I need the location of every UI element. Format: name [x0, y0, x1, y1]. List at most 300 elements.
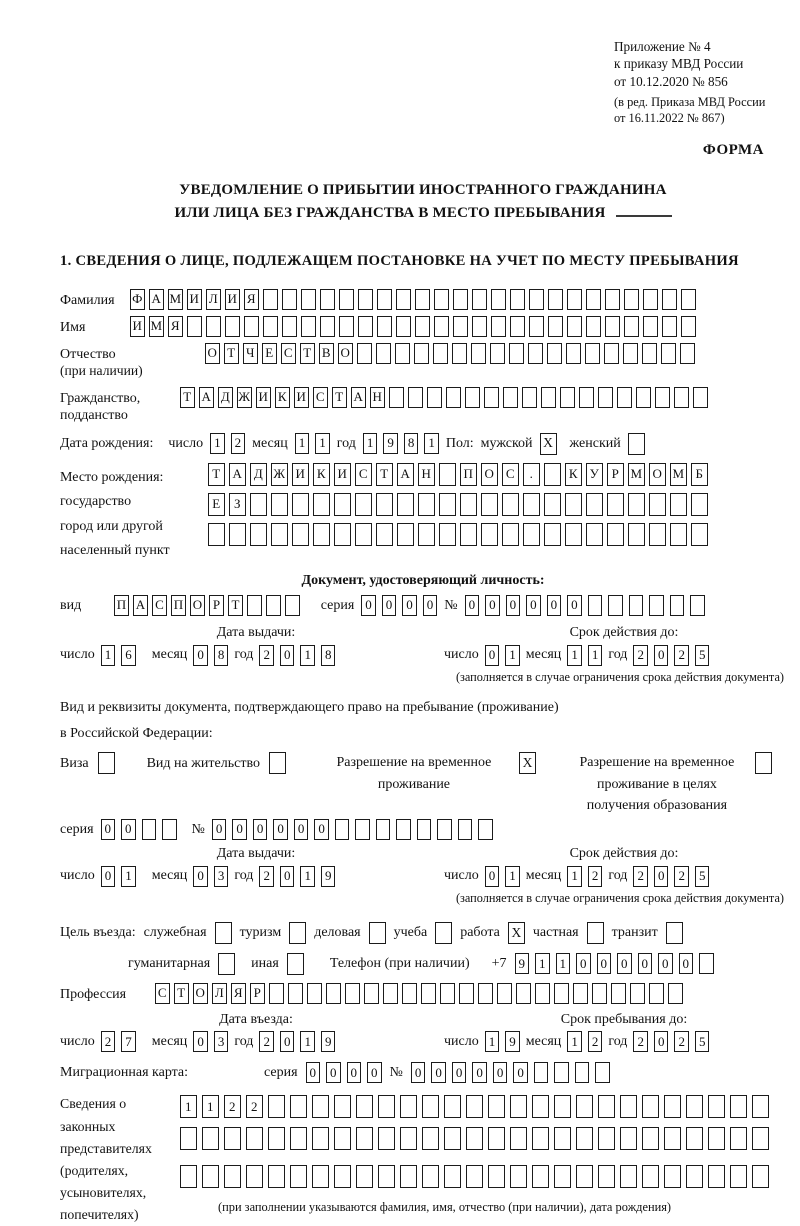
char-cell[interactable]	[453, 289, 468, 310]
char-cell[interactable]	[611, 983, 626, 1004]
char-cell[interactable]: О	[193, 983, 208, 1004]
char-cell[interactable]	[312, 1127, 329, 1150]
char-cell[interactable]: 0	[273, 819, 288, 840]
char-cell[interactable]: Н	[418, 463, 435, 486]
char-cell[interactable]: Д	[250, 463, 267, 486]
char-cell[interactable]	[686, 1095, 703, 1118]
char-cell[interactable]: 3	[214, 1031, 229, 1052]
char-cell[interactable]: О	[338, 343, 353, 364]
char-cell[interactable]: 2	[246, 1095, 263, 1118]
char-cell[interactable]: 1	[300, 1031, 315, 1052]
char-cell[interactable]	[427, 387, 442, 408]
char-cell[interactable]	[642, 1127, 659, 1150]
char-cell[interactable]: Е	[208, 493, 225, 516]
char-cell[interactable]	[674, 387, 689, 408]
char-cell[interactable]: 0	[382, 595, 397, 616]
char-cell[interactable]	[623, 343, 638, 364]
char-cell[interactable]: К	[275, 387, 290, 408]
char-cell[interactable]	[566, 343, 581, 364]
char-cell[interactable]	[503, 387, 518, 408]
char-cell[interactable]	[402, 983, 417, 1004]
char-cell[interactable]	[642, 343, 657, 364]
char-cell[interactable]	[752, 1165, 769, 1188]
char-cell[interactable]: 2	[633, 1031, 648, 1052]
char-cell[interactable]: 0	[361, 595, 376, 616]
char-cell[interactable]	[263, 316, 278, 337]
char-cell[interactable]: 2	[588, 1031, 603, 1052]
char-cell[interactable]	[554, 1127, 571, 1150]
char-cell[interactable]	[642, 1095, 659, 1118]
char-cell[interactable]	[355, 523, 372, 546]
char-cell[interactable]	[588, 595, 603, 616]
char-cell[interactable]	[471, 343, 486, 364]
char-cell[interactable]: Н	[370, 387, 385, 408]
char-cell[interactable]	[301, 289, 316, 310]
char-cell[interactable]: 0	[431, 1062, 446, 1083]
char-cell[interactable]: 0	[654, 1031, 669, 1052]
char-cell[interactable]	[544, 523, 561, 546]
char-cell[interactable]	[465, 387, 480, 408]
char-cell[interactable]	[418, 523, 435, 546]
char-cell[interactable]: С	[152, 595, 167, 616]
char-cell[interactable]	[598, 387, 613, 408]
char-cell[interactable]: 7	[121, 1031, 136, 1052]
char-cell[interactable]	[400, 1095, 417, 1118]
char-cell[interactable]	[628, 523, 645, 546]
char-cell[interactable]	[437, 819, 452, 840]
sex-male-checkbox[interactable]: X	[540, 433, 557, 455]
char-cell[interactable]: С	[313, 387, 328, 408]
char-cell[interactable]	[586, 493, 603, 516]
char-cell[interactable]: 8	[321, 645, 336, 666]
char-cell[interactable]: 1	[363, 433, 378, 454]
char-cell[interactable]	[528, 343, 543, 364]
char-cell[interactable]	[466, 1095, 483, 1118]
char-cell[interactable]	[266, 595, 281, 616]
char-cell[interactable]: 3	[214, 866, 229, 887]
char-cell[interactable]	[417, 819, 432, 840]
char-cell[interactable]	[466, 1127, 483, 1150]
char-cell[interactable]: 2	[674, 866, 689, 887]
char-cell[interactable]: 0	[101, 866, 116, 887]
char-cell[interactable]	[708, 1165, 725, 1188]
char-cell[interactable]	[523, 493, 540, 516]
char-cell[interactable]	[620, 1095, 637, 1118]
char-cell[interactable]	[664, 1165, 681, 1188]
char-cell[interactable]	[433, 343, 448, 364]
char-cell[interactable]	[567, 316, 582, 337]
char-cell[interactable]	[460, 523, 477, 546]
char-cell[interactable]: С	[502, 463, 519, 486]
char-cell[interactable]	[466, 1165, 483, 1188]
char-cell[interactable]	[586, 523, 603, 546]
char-cell[interactable]: Ж	[237, 387, 252, 408]
char-cell[interactable]: 1	[505, 645, 520, 666]
char-cell[interactable]	[472, 316, 487, 337]
char-cell[interactable]	[396, 316, 411, 337]
char-cell[interactable]: 2	[674, 1031, 689, 1052]
char-cell[interactable]: П	[114, 595, 129, 616]
char-cell[interactable]	[573, 983, 588, 1004]
char-cell[interactable]	[661, 343, 676, 364]
char-cell[interactable]: 0	[193, 645, 208, 666]
char-cell[interactable]: 0	[280, 1031, 295, 1052]
char-cell[interactable]	[142, 819, 157, 840]
char-cell[interactable]	[670, 595, 685, 616]
char-cell[interactable]	[395, 343, 410, 364]
char-cell[interactable]	[532, 1165, 549, 1188]
char-cell[interactable]: 1	[295, 433, 310, 454]
char-cell[interactable]	[628, 493, 645, 516]
char-cell[interactable]	[355, 493, 372, 516]
char-cell[interactable]	[548, 316, 563, 337]
char-cell[interactable]	[607, 523, 624, 546]
char-cell[interactable]	[422, 1095, 439, 1118]
char-cell[interactable]: .	[523, 463, 540, 486]
char-cell[interactable]: П	[171, 595, 186, 616]
char-cell[interactable]	[334, 1127, 351, 1150]
char-cell[interactable]	[691, 523, 708, 546]
char-cell[interactable]	[180, 1127, 197, 1150]
char-cell[interactable]: 0	[617, 953, 632, 974]
char-cell[interactable]	[662, 289, 677, 310]
char-cell[interactable]: 0	[101, 819, 116, 840]
char-cell[interactable]: 9	[383, 433, 398, 454]
char-cell[interactable]: 0	[193, 1031, 208, 1052]
char-cell[interactable]	[313, 493, 330, 516]
char-cell[interactable]: 0	[411, 1062, 426, 1083]
char-cell[interactable]: М	[149, 316, 164, 337]
char-cell[interactable]: 0	[485, 595, 500, 616]
char-cell[interactable]	[752, 1095, 769, 1118]
char-cell[interactable]	[598, 1165, 615, 1188]
char-cell[interactable]: 2	[231, 433, 246, 454]
char-cell[interactable]	[250, 523, 267, 546]
char-cell[interactable]	[620, 1165, 637, 1188]
char-cell[interactable]: 0	[253, 819, 268, 840]
char-cell[interactable]: Я	[244, 289, 259, 310]
char-cell[interactable]	[439, 523, 456, 546]
char-cell[interactable]	[320, 289, 335, 310]
char-cell[interactable]: Т	[376, 463, 393, 486]
char-cell[interactable]	[608, 595, 623, 616]
char-cell[interactable]: 1	[101, 645, 116, 666]
purpose-other-checkbox[interactable]	[287, 953, 304, 975]
char-cell[interactable]: 5	[695, 645, 710, 666]
char-cell[interactable]	[681, 316, 696, 337]
char-cell[interactable]	[187, 316, 202, 337]
char-cell[interactable]: А	[133, 595, 148, 616]
char-cell[interactable]: С	[155, 983, 170, 1004]
char-cell[interactable]	[586, 316, 601, 337]
char-cell[interactable]	[575, 1062, 590, 1083]
char-cell[interactable]: 9	[515, 953, 530, 974]
char-cell[interactable]: Л	[206, 289, 221, 310]
temp-permit-checkbox[interactable]: X	[519, 752, 536, 774]
char-cell[interactable]	[459, 983, 474, 1004]
char-cell[interactable]: 0	[314, 819, 329, 840]
char-cell[interactable]	[554, 983, 569, 1004]
char-cell[interactable]	[567, 289, 582, 310]
char-cell[interactable]: Т	[332, 387, 347, 408]
char-cell[interactable]	[246, 1127, 263, 1150]
char-cell[interactable]: 1	[202, 1095, 219, 1118]
char-cell[interactable]: Т	[208, 463, 225, 486]
char-cell[interactable]	[453, 316, 468, 337]
char-cell[interactable]	[271, 493, 288, 516]
char-cell[interactable]	[389, 387, 404, 408]
char-cell[interactable]: В	[319, 343, 334, 364]
char-cell[interactable]	[225, 316, 240, 337]
char-cell[interactable]	[414, 343, 429, 364]
char-cell[interactable]	[263, 289, 278, 310]
char-cell[interactable]: Е	[262, 343, 277, 364]
char-cell[interactable]: Т	[300, 343, 315, 364]
char-cell[interactable]: 0	[567, 595, 582, 616]
char-cell[interactable]: С	[355, 463, 372, 486]
char-cell[interactable]	[554, 1062, 569, 1083]
char-cell[interactable]	[250, 493, 267, 516]
char-cell[interactable]	[529, 316, 544, 337]
char-cell[interactable]: Я	[231, 983, 246, 1004]
char-cell[interactable]: 2	[259, 1031, 274, 1052]
char-cell[interactable]	[636, 387, 651, 408]
char-cell[interactable]	[356, 1095, 373, 1118]
char-cell[interactable]: 0	[367, 1062, 382, 1083]
char-cell[interactable]	[378, 1165, 395, 1188]
char-cell[interactable]: М	[168, 289, 183, 310]
char-cell[interactable]: 1	[556, 953, 571, 974]
char-cell[interactable]: 1	[535, 953, 550, 974]
char-cell[interactable]	[334, 1165, 351, 1188]
char-cell[interactable]	[415, 316, 430, 337]
char-cell[interactable]: 2	[633, 866, 648, 887]
char-cell[interactable]: 9	[321, 866, 336, 887]
char-cell[interactable]	[334, 523, 351, 546]
char-cell[interactable]: 0	[485, 645, 500, 666]
residence-permit-checkbox[interactable]	[269, 752, 286, 774]
char-cell[interactable]	[444, 1095, 461, 1118]
char-cell[interactable]: К	[313, 463, 330, 486]
char-cell[interactable]	[662, 316, 677, 337]
char-cell[interactable]	[271, 523, 288, 546]
char-cell[interactable]	[510, 289, 525, 310]
char-cell[interactable]: 2	[259, 645, 274, 666]
char-cell[interactable]	[554, 1165, 571, 1188]
purpose-business-checkbox[interactable]	[369, 922, 386, 944]
char-cell[interactable]	[529, 289, 544, 310]
char-cell[interactable]: А	[149, 289, 164, 310]
char-cell[interactable]: 0	[294, 819, 309, 840]
char-cell[interactable]	[396, 819, 411, 840]
char-cell[interactable]: 0	[326, 1062, 341, 1083]
char-cell[interactable]	[630, 983, 645, 1004]
char-cell[interactable]	[358, 289, 373, 310]
char-cell[interactable]	[285, 595, 300, 616]
purpose-transit-checkbox[interactable]	[666, 922, 683, 944]
char-cell[interactable]	[490, 343, 505, 364]
char-cell[interactable]	[509, 343, 524, 364]
char-cell[interactable]	[397, 523, 414, 546]
char-cell[interactable]	[532, 1095, 549, 1118]
char-cell[interactable]: Т	[228, 595, 243, 616]
char-cell[interactable]: А	[397, 463, 414, 486]
char-cell[interactable]	[730, 1127, 747, 1150]
char-cell[interactable]: Т	[224, 343, 239, 364]
char-cell[interactable]	[162, 819, 177, 840]
char-cell[interactable]	[377, 289, 392, 310]
char-cell[interactable]: Р	[209, 595, 224, 616]
char-cell[interactable]	[418, 493, 435, 516]
char-cell[interactable]	[312, 1165, 329, 1188]
char-cell[interactable]: 0	[193, 866, 208, 887]
char-cell[interactable]	[510, 1095, 527, 1118]
char-cell[interactable]: 0	[212, 819, 227, 840]
char-cell[interactable]	[202, 1165, 219, 1188]
char-cell[interactable]: И	[334, 463, 351, 486]
char-cell[interactable]: А	[229, 463, 246, 486]
char-cell[interactable]: И	[292, 463, 309, 486]
char-cell[interactable]	[290, 1165, 307, 1188]
char-cell[interactable]	[649, 595, 664, 616]
char-cell[interactable]	[378, 1127, 395, 1150]
char-cell[interactable]	[605, 289, 620, 310]
char-cell[interactable]	[624, 316, 639, 337]
char-cell[interactable]	[488, 1127, 505, 1150]
char-cell[interactable]	[670, 493, 687, 516]
char-cell[interactable]	[478, 819, 493, 840]
char-cell[interactable]	[576, 1165, 593, 1188]
char-cell[interactable]	[415, 289, 430, 310]
char-cell[interactable]: И	[256, 387, 271, 408]
char-cell[interactable]	[548, 289, 563, 310]
char-cell[interactable]: Л	[212, 983, 227, 1004]
char-cell[interactable]: 0	[402, 595, 417, 616]
char-cell[interactable]	[356, 1127, 373, 1150]
char-cell[interactable]: М	[670, 463, 687, 486]
char-cell[interactable]	[502, 523, 519, 546]
char-cell[interactable]	[510, 1165, 527, 1188]
char-cell[interactable]: Р	[250, 983, 265, 1004]
char-cell[interactable]: И	[225, 289, 240, 310]
char-cell[interactable]: 0	[232, 819, 247, 840]
char-cell[interactable]: П	[460, 463, 477, 486]
char-cell[interactable]	[516, 983, 531, 1004]
char-cell[interactable]	[649, 983, 664, 1004]
char-cell[interactable]: 1	[300, 645, 315, 666]
purpose-humanitarian-checkbox[interactable]	[218, 953, 235, 975]
char-cell[interactable]	[396, 289, 411, 310]
char-cell[interactable]	[649, 493, 666, 516]
char-cell[interactable]: 0	[280, 645, 295, 666]
char-cell[interactable]	[547, 343, 562, 364]
char-cell[interactable]	[576, 1127, 593, 1150]
char-cell[interactable]	[565, 493, 582, 516]
char-cell[interactable]: 0	[493, 1062, 508, 1083]
char-cell[interactable]	[307, 983, 322, 1004]
char-cell[interactable]: Р	[607, 463, 624, 486]
char-cell[interactable]: Д	[218, 387, 233, 408]
char-cell[interactable]: 0	[654, 866, 669, 887]
char-cell[interactable]	[339, 289, 354, 310]
char-cell[interactable]	[434, 289, 449, 310]
char-cell[interactable]	[345, 983, 360, 1004]
char-cell[interactable]: 0	[306, 1062, 321, 1083]
char-cell[interactable]	[376, 343, 391, 364]
char-cell[interactable]	[472, 289, 487, 310]
char-cell[interactable]: О	[481, 463, 498, 486]
char-cell[interactable]	[421, 983, 436, 1004]
char-cell[interactable]: 1	[210, 433, 225, 454]
char-cell[interactable]	[629, 595, 644, 616]
char-cell[interactable]: Ч	[243, 343, 258, 364]
char-cell[interactable]	[397, 493, 414, 516]
char-cell[interactable]: И	[130, 316, 145, 337]
char-cell[interactable]: 0	[547, 595, 562, 616]
char-cell[interactable]: А	[199, 387, 214, 408]
char-cell[interactable]	[523, 523, 540, 546]
char-cell[interactable]	[383, 983, 398, 1004]
char-cell[interactable]	[730, 1095, 747, 1118]
char-cell[interactable]: 0	[638, 953, 653, 974]
char-cell[interactable]	[535, 983, 550, 1004]
char-cell[interactable]	[224, 1127, 241, 1150]
char-cell[interactable]: О	[205, 343, 220, 364]
char-cell[interactable]	[376, 819, 391, 840]
char-cell[interactable]	[560, 387, 575, 408]
char-cell[interactable]	[510, 316, 525, 337]
char-cell[interactable]	[491, 289, 506, 310]
char-cell[interactable]: И	[294, 387, 309, 408]
char-cell[interactable]	[355, 819, 370, 840]
char-cell[interactable]: 2	[224, 1095, 241, 1118]
char-cell[interactable]: 0	[347, 1062, 362, 1083]
char-cell[interactable]: 5	[695, 866, 710, 887]
char-cell[interactable]	[598, 1095, 615, 1118]
char-cell[interactable]	[358, 316, 373, 337]
char-cell[interactable]	[326, 983, 341, 1004]
char-cell[interactable]: 0	[526, 595, 541, 616]
char-cell[interactable]: 1	[567, 1031, 582, 1052]
char-cell[interactable]	[554, 1095, 571, 1118]
char-cell[interactable]	[290, 1127, 307, 1150]
char-cell[interactable]: 2	[674, 645, 689, 666]
char-cell[interactable]: 0	[465, 595, 480, 616]
char-cell[interactable]: О	[190, 595, 205, 616]
purpose-tourism-checkbox[interactable]	[289, 922, 306, 944]
char-cell[interactable]	[481, 493, 498, 516]
char-cell[interactable]: 9	[505, 1031, 520, 1052]
char-cell[interactable]: 0	[576, 953, 591, 974]
purpose-work-checkbox[interactable]: X	[508, 922, 525, 944]
char-cell[interactable]: 2	[259, 866, 274, 887]
char-cell[interactable]	[376, 493, 393, 516]
char-cell[interactable]	[446, 387, 461, 408]
char-cell[interactable]: 0	[121, 819, 136, 840]
char-cell[interactable]	[268, 1127, 285, 1150]
char-cell[interactable]	[376, 523, 393, 546]
char-cell[interactable]	[522, 387, 537, 408]
char-cell[interactable]	[422, 1127, 439, 1150]
char-cell[interactable]: 0	[506, 595, 521, 616]
char-cell[interactable]	[301, 316, 316, 337]
char-cell[interactable]: О	[649, 463, 666, 486]
char-cell[interactable]	[269, 983, 284, 1004]
char-cell[interactable]	[434, 316, 449, 337]
char-cell[interactable]	[422, 1165, 439, 1188]
char-cell[interactable]	[544, 463, 561, 486]
char-cell[interactable]	[579, 387, 594, 408]
